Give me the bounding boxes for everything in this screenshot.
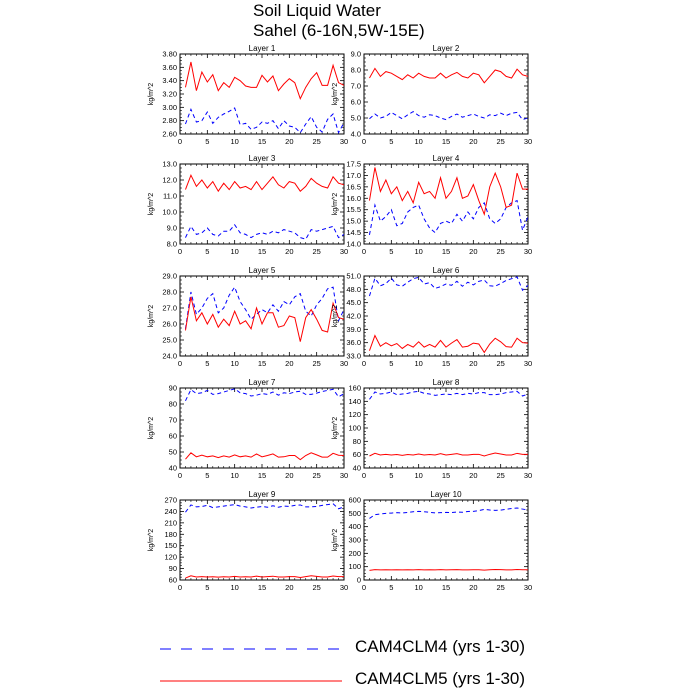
- x-tick-label-layer-3: 0: [177, 247, 183, 256]
- y-axis-label-layer-9: kg/m^2: [148, 528, 155, 552]
- x-tick-label-layer-8: 5: [389, 471, 394, 480]
- y-tick-label-layer-7: 80: [168, 399, 177, 409]
- y-tick-label-layer-1: 3.40: [162, 76, 177, 86]
- series-clm5-line-layer-6: [369, 336, 528, 353]
- x-tick-label-layer-9: 30: [339, 583, 349, 592]
- x-tick-label-layer-10: 15: [441, 583, 451, 592]
- series-clm4-line-layer-8: [369, 391, 528, 399]
- y-tick-label-layer-10: 600: [348, 495, 361, 505]
- x-tick-label-layer-7: 5: [205, 471, 210, 480]
- series-clm5-line-layer-5: [185, 297, 344, 342]
- x-tick-label-layer-9: 0: [177, 583, 183, 592]
- x-tick-label-layer-3: 20: [285, 247, 294, 256]
- x-tick-label-layer-1: 5: [205, 137, 210, 146]
- x-tick-label-layer-3: 10: [230, 247, 239, 256]
- series-clm4-line-layer-6: [369, 277, 528, 296]
- x-tick-label-layer-2: 10: [414, 137, 423, 146]
- series-clm4-line-layer-9: [185, 504, 344, 512]
- panel-layer-4: [332, 154, 532, 256]
- y-tick-label-layer-6: 51.0: [346, 271, 361, 281]
- y-tick-label-layer-4: 17.5: [346, 159, 361, 169]
- series-clm5-line-layer-4: [369, 167, 528, 214]
- y-tick-label-layer-8: 80: [352, 436, 361, 446]
- x-tick-label-layer-7: 10: [230, 471, 239, 480]
- x-tick-label-layer-8: 0: [361, 471, 367, 480]
- x-tick-label-layer-1: 15: [257, 137, 267, 146]
- y-axis-label-layer-1: kg/m^2: [148, 82, 155, 106]
- y-tick-label-layer-2: 9.0: [350, 49, 361, 59]
- y-tick-label-layer-5: 28.0: [162, 287, 177, 297]
- panel-layer-1: [148, 44, 348, 146]
- x-tick-label-layer-8: 15: [441, 471, 451, 480]
- x-tick-label-layer-6: 10: [414, 359, 423, 368]
- series-clm5-line-layer-8: [369, 453, 528, 456]
- panel-frame-layer-5: [180, 276, 344, 356]
- x-tick-label-layer-7: 30: [339, 471, 349, 480]
- y-tick-label-layer-1: 2.80: [162, 116, 177, 126]
- y-tick-label-layer-10: 400: [348, 522, 361, 532]
- x-tick-label-layer-8: 25: [496, 471, 505, 480]
- x-tick-label-layer-8: 10: [414, 471, 423, 480]
- y-tick-label-layer-2: 8.0: [350, 65, 361, 75]
- y-tick-label-layer-8: 60: [352, 450, 361, 460]
- y-tick-label-layer-1: 2.60: [162, 129, 177, 139]
- x-tick-label-layer-8: 20: [469, 471, 478, 480]
- x-tick-label-layer-2: 25: [496, 137, 505, 146]
- x-tick-label-layer-3: 25: [312, 247, 321, 256]
- x-tick-label-layer-4: 25: [496, 247, 505, 256]
- series-clm5-line-layer-3: [185, 175, 344, 191]
- x-tick-label-layer-3: 30: [339, 247, 349, 256]
- y-tick-label-layer-9: 120: [164, 552, 177, 562]
- x-tick-label-layer-4: 20: [469, 247, 478, 256]
- y-tick-label-layer-5: 27.0: [162, 303, 177, 313]
- x-tick-label-layer-10: 0: [361, 583, 367, 592]
- y-tick-label-layer-1: 3.60: [162, 62, 177, 72]
- series-clm4-line-layer-2: [369, 112, 528, 120]
- y-tick-label-layer-7: 40: [168, 463, 177, 473]
- y-tick-label-layer-9: 150: [164, 541, 177, 551]
- series-clm5-line-layer-7: [185, 453, 344, 460]
- y-tick-label-layer-4: 14.5: [346, 228, 361, 238]
- panel-title-layer-2: Layer 2: [432, 44, 460, 53]
- panel-title-layer-1: Layer 1: [248, 44, 276, 53]
- x-tick-label-layer-2: 15: [441, 137, 451, 146]
- y-tick-label-layer-8: 160: [348, 383, 361, 393]
- y-tick-label-layer-1: 3.20: [162, 89, 177, 99]
- panel-layer-10: [332, 490, 532, 592]
- y-axis-label-layer-7: kg/m^2: [148, 416, 155, 440]
- x-tick-label-layer-5: 20: [285, 359, 294, 368]
- y-axis-label-layer-10: kg/m^2: [332, 528, 339, 552]
- x-tick-label-layer-6: 5: [389, 359, 394, 368]
- legend-label-clm5: CAM4CLM5 (yrs 1-30): [355, 669, 526, 688]
- x-tick-label-layer-6: 20: [469, 359, 478, 368]
- series-clm4-line-layer-10: [369, 508, 528, 518]
- y-tick-label-layer-3: 12.0: [162, 175, 177, 185]
- panel-title-layer-4: Layer 4: [432, 154, 460, 163]
- panel-frame-layer-4: [364, 164, 528, 244]
- panel-frame-layer-3: [180, 164, 344, 244]
- x-tick-label-layer-9: 5: [205, 583, 210, 592]
- y-tick-label-layer-9: 60: [168, 575, 177, 585]
- y-tick-label-layer-2: 7.0: [350, 81, 361, 91]
- y-tick-label-layer-10: 0: [356, 575, 361, 585]
- y-tick-label-layer-5: 25.0: [162, 335, 177, 345]
- panel-frame-layer-9: [180, 500, 344, 580]
- y-tick-label-layer-6: 42.0: [346, 311, 361, 321]
- y-tick-label-layer-5: 24.0: [162, 351, 177, 361]
- x-tick-label-layer-9: 15: [257, 583, 267, 592]
- x-tick-label-layer-9: 10: [230, 583, 239, 592]
- x-tick-label-layer-10: 30: [523, 583, 533, 592]
- x-tick-label-layer-6: 15: [441, 359, 451, 368]
- y-tick-label-layer-4: 15.5: [346, 205, 361, 215]
- panel-title-layer-9: Layer 9: [248, 490, 276, 499]
- y-tick-label-layer-9: 180: [164, 529, 177, 539]
- panel-layer-6: [332, 266, 532, 368]
- y-tick-label-layer-9: 240: [164, 506, 177, 516]
- series-clm4-line-layer-4: [369, 201, 528, 235]
- y-tick-label-layer-6: 36.0: [346, 338, 361, 348]
- x-tick-label-layer-3: 5: [205, 247, 210, 256]
- y-tick-label-layer-4: 14.0: [346, 239, 361, 249]
- x-tick-label-layer-7: 25: [312, 471, 321, 480]
- x-tick-label-layer-5: 5: [205, 359, 210, 368]
- series-clm5-line-layer-1: [185, 62, 344, 99]
- panel-layer-5: [148, 266, 348, 368]
- y-tick-label-layer-4: 16.0: [346, 193, 361, 203]
- y-tick-label-layer-3: 8.0: [166, 239, 177, 249]
- x-tick-label-layer-1: 0: [177, 137, 183, 146]
- x-tick-label-layer-9: 25: [312, 583, 321, 592]
- y-tick-label-layer-7: 50: [168, 447, 177, 457]
- chart-title-line2: Sahel (6-16N,5W-15E): [253, 21, 425, 40]
- x-tick-label-layer-5: 30: [339, 359, 349, 368]
- y-axis-label-layer-6: kg/m^2: [332, 304, 339, 328]
- panel-layer-2: [332, 44, 532, 146]
- y-tick-label-layer-7: 90: [168, 383, 177, 393]
- x-tick-label-layer-4: 5: [389, 247, 394, 256]
- panel-layer-9: [148, 490, 348, 592]
- x-tick-label-layer-4: 30: [523, 247, 533, 256]
- y-tick-label-layer-3: 10.0: [162, 207, 177, 217]
- x-tick-label-layer-2: 20: [469, 137, 478, 146]
- y-tick-label-layer-7: 60: [168, 431, 177, 441]
- y-tick-label-layer-8: 120: [348, 410, 361, 420]
- series-clm5-line-layer-9: [185, 576, 344, 578]
- legend-swatches: [160, 640, 345, 690]
- panel-title-layer-8: Layer 8: [432, 378, 460, 387]
- x-tick-label-layer-10: 10: [414, 583, 423, 592]
- x-tick-label-layer-1: 20: [285, 137, 294, 146]
- y-tick-label-layer-6: 39.0: [346, 324, 361, 334]
- y-tick-label-layer-1: 3.80: [162, 49, 177, 59]
- x-tick-label-layer-4: 15: [441, 247, 451, 256]
- y-tick-label-layer-3: 13.0: [162, 159, 177, 169]
- x-tick-label-layer-5: 0: [177, 359, 183, 368]
- panel-title-layer-3: Layer 3: [248, 154, 276, 163]
- x-tick-label-layer-6: 25: [496, 359, 505, 368]
- y-tick-label-layer-5: 26.0: [162, 319, 177, 329]
- y-axis-label-layer-4: kg/m^2: [332, 192, 339, 216]
- x-tick-label-layer-7: 20: [285, 471, 294, 480]
- y-tick-label-layer-10: 500: [348, 508, 361, 518]
- series-clm5-line-layer-10: [369, 569, 528, 570]
- chart-title-line1: Soil Liquid Water: [253, 1, 381, 20]
- x-tick-label-layer-1: 25: [312, 137, 321, 146]
- y-tick-label-layer-8: 140: [348, 396, 361, 406]
- y-tick-label-layer-10: 100: [348, 562, 361, 572]
- x-tick-label-layer-2: 5: [389, 137, 394, 146]
- x-tick-label-layer-2: 30: [523, 137, 533, 146]
- panel-title-layer-10: Layer 10: [430, 490, 462, 499]
- y-tick-label-layer-2: 5.0: [350, 113, 361, 123]
- x-tick-label-layer-10: 20: [469, 583, 478, 592]
- series-clm4-line-layer-3: [185, 225, 344, 239]
- panel-layer-7: [148, 378, 348, 480]
- series-clm4-line-layer-1: [185, 108, 344, 133]
- y-tick-label-layer-9: 90: [168, 564, 177, 574]
- x-tick-label-layer-8: 30: [523, 471, 533, 480]
- x-tick-label-layer-2: 0: [361, 137, 367, 146]
- x-tick-label-layer-10: 5: [389, 583, 394, 592]
- y-tick-label-layer-2: 6.0: [350, 97, 361, 107]
- y-tick-label-layer-6: 33.0: [346, 351, 361, 361]
- x-tick-label-layer-7: 0: [177, 471, 183, 480]
- x-tick-label-layer-10: 25: [496, 583, 505, 592]
- x-tick-label-layer-5: 25: [312, 359, 321, 368]
- y-axis-label-layer-2: kg/m^2: [332, 82, 339, 106]
- y-tick-label-layer-6: 45.0: [346, 298, 361, 308]
- x-tick-label-layer-4: 0: [361, 247, 367, 256]
- panel-frame-layer-2: [364, 54, 528, 134]
- panel-frame-layer-8: [364, 388, 528, 468]
- y-tick-label-layer-10: 300: [348, 535, 361, 545]
- y-tick-label-layer-10: 200: [348, 548, 361, 558]
- y-tick-label-layer-9: 270: [164, 495, 177, 505]
- y-tick-label-layer-8: 100: [348, 423, 361, 433]
- y-tick-label-layer-4: 17.0: [346, 170, 361, 180]
- y-tick-label-layer-6: 48.0: [346, 284, 361, 294]
- y-tick-label-layer-2: 4.0: [350, 129, 361, 139]
- series-clm4-line-layer-5: [185, 287, 344, 329]
- panel-layer-3: [148, 154, 348, 256]
- x-tick-label-layer-5: 10: [230, 359, 239, 368]
- panel-layer-8: [332, 378, 532, 480]
- x-tick-label-layer-4: 10: [414, 247, 423, 256]
- panel-title-layer-7: Layer 7: [248, 378, 276, 387]
- x-tick-label-layer-6: 0: [361, 359, 367, 368]
- y-tick-label-layer-1: 3.00: [162, 102, 177, 112]
- y-axis-label-layer-8: kg/m^2: [332, 416, 339, 440]
- y-tick-label-layer-4: 15.0: [346, 216, 361, 226]
- series-clm5-line-layer-2: [369, 68, 528, 82]
- x-tick-label-layer-9: 20: [285, 583, 294, 592]
- y-tick-label-layer-8: 40: [352, 463, 361, 473]
- x-tick-label-layer-7: 15: [257, 471, 267, 480]
- panel-title-layer-5: Layer 5: [248, 266, 276, 275]
- y-tick-label-layer-5: 29.0: [162, 271, 177, 281]
- x-tick-label-layer-6: 30: [523, 359, 533, 368]
- x-tick-label-layer-1: 30: [339, 137, 349, 146]
- y-tick-label-layer-9: 210: [164, 518, 177, 528]
- panel-title-layer-6: Layer 6: [432, 266, 460, 275]
- y-tick-label-layer-4: 16.5: [346, 182, 361, 192]
- x-tick-label-layer-1: 10: [230, 137, 239, 146]
- series-clm4-line-layer-7: [185, 389, 344, 401]
- y-tick-label-layer-7: 70: [168, 415, 177, 425]
- y-tick-label-layer-3: 11.0: [162, 191, 177, 201]
- y-axis-label-layer-5: kg/m^2: [148, 304, 155, 328]
- x-tick-label-layer-3: 15: [257, 247, 267, 256]
- x-tick-label-layer-5: 15: [257, 359, 267, 368]
- y-tick-label-layer-3: 9.0: [166, 223, 177, 233]
- legend-label-clm4: CAM4CLM4 (yrs 1-30): [355, 637, 526, 656]
- y-axis-label-layer-3: kg/m^2: [148, 192, 155, 216]
